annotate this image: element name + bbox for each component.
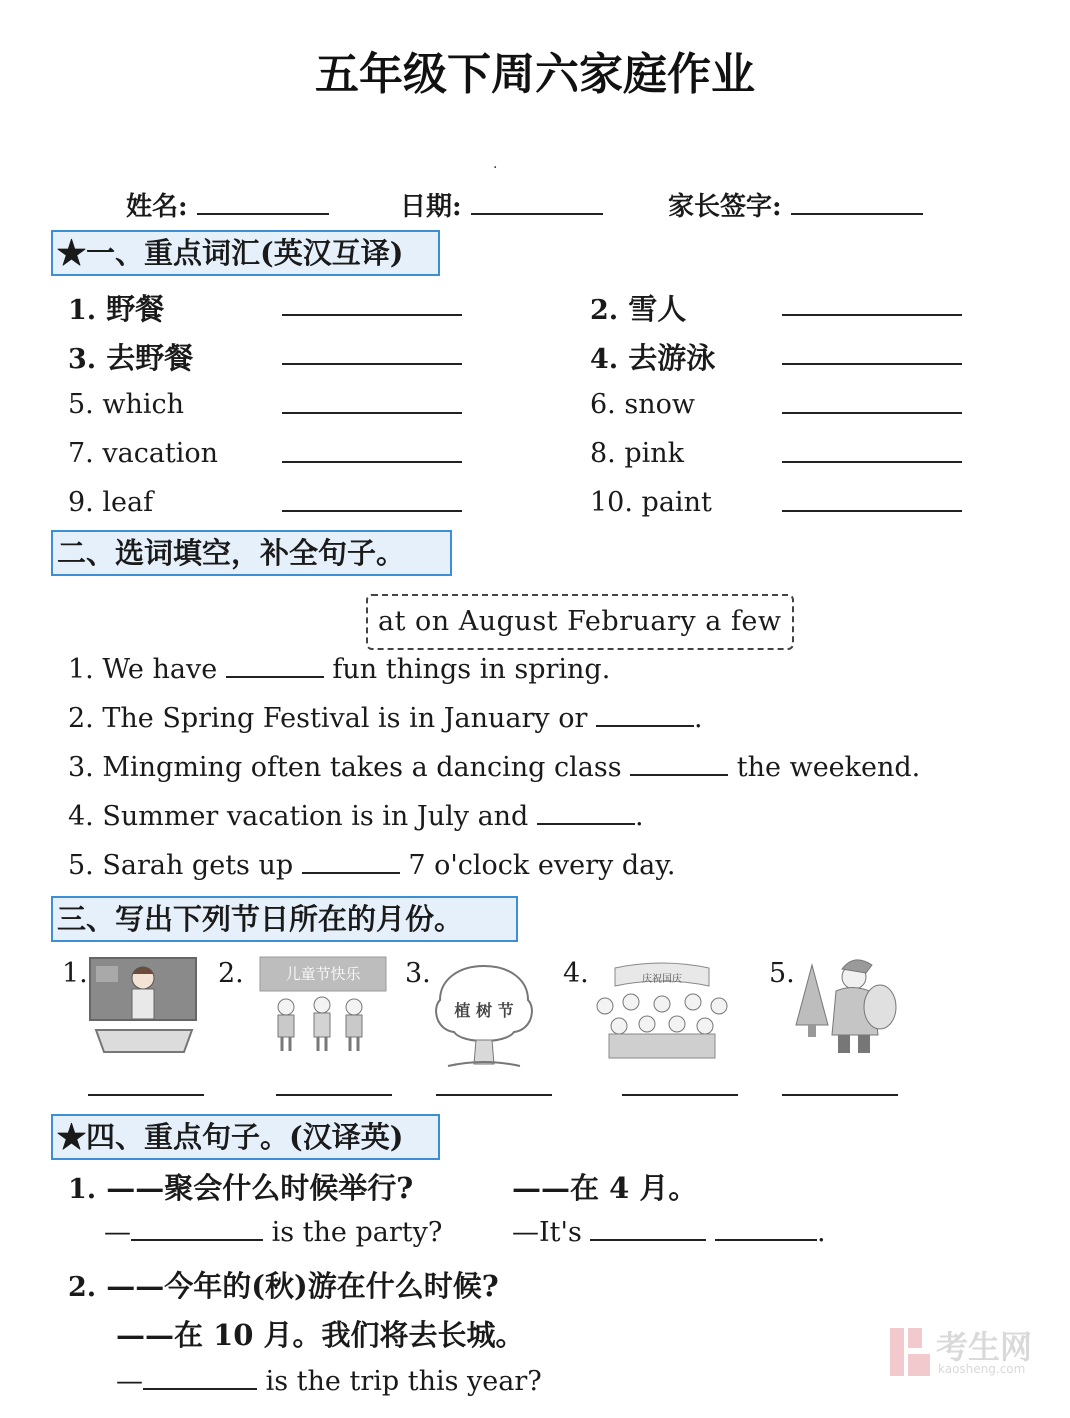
vocab-item-9: 9. leaf (68, 487, 154, 518)
translate-q2-cn: 2. ——今年的(秋)游在什么时候? (68, 1269, 499, 1303)
month-blank-4[interactable] (622, 1094, 738, 1096)
fill-sentence-4: 4. Summer vacation is in July and . (68, 801, 644, 832)
fill-sentence-5: 5. Sarah gets up 7 o'clock every day. (68, 850, 676, 881)
translate-q1-answer-blank-2[interactable] (715, 1219, 817, 1241)
vocab-item-8: 8. pink (590, 438, 685, 469)
vocab-item-1: 1. 野餐 (68, 292, 165, 326)
vocab-blank-9[interactable] (282, 510, 462, 512)
vocab-item-3: 3. 去野餐 (68, 341, 194, 375)
section1-heading: ★一、重点词汇(英汉互译) (51, 230, 440, 276)
vocab-item-10: 10. paint (590, 487, 712, 518)
fill-sentence-2: 2. The Spring Festival is in January or . (68, 703, 703, 734)
fill-blank-3[interactable] (630, 754, 728, 776)
picture-num-2: 2. (218, 958, 244, 989)
signature-blank[interactable] (791, 191, 923, 215)
picture-num-3: 3. (405, 958, 431, 989)
name-label: 姓名: (126, 192, 188, 222)
date-label: 日期: (400, 192, 462, 222)
month-blank-2[interactable] (276, 1094, 392, 1096)
childrens-day-caption: 儿童节快乐 (285, 965, 361, 983)
vocab-blank-8[interactable] (782, 461, 962, 463)
month-blank-5[interactable] (782, 1094, 898, 1096)
translate-q1-en: — is the party? (104, 1217, 443, 1248)
picture-num-4: 4. (563, 958, 589, 989)
vocab-item-6: 6. snow (590, 389, 695, 420)
fill-blank-5[interactable] (302, 852, 400, 874)
teachers-day-picture (88, 952, 200, 1057)
watermark-logo-icon (888, 1326, 932, 1378)
fill-sentence-1: 1. We have fun things in spring. (68, 654, 611, 685)
vocab-item-4: 4. 去游泳 (590, 341, 716, 375)
vocab-list (68, 287, 968, 523)
month-blank-3[interactable] (436, 1094, 552, 1096)
national-day-picture (585, 962, 739, 1062)
vocab-blank-6[interactable] (782, 412, 962, 414)
watermark-text: 考生网 (936, 1328, 1033, 1366)
vocab-blank-3[interactable] (282, 363, 462, 365)
signature-field (668, 186, 923, 223)
christmas-picture (792, 955, 900, 1059)
section2-heading: 二、选词填空，补全句子。 (51, 530, 452, 576)
childrens-day-picture (256, 955, 392, 1055)
page-title: 五年级下周六家庭作业 (315, 49, 755, 100)
vocab-item-5: 5. which (68, 389, 185, 420)
vocab-item-7: 7. vacation (68, 438, 219, 469)
national-day-caption: 庆祝国庆 (642, 974, 682, 985)
fill-blank-2[interactable] (596, 705, 694, 727)
date-blank[interactable] (471, 191, 603, 215)
vocab-blank-4[interactable] (782, 363, 962, 365)
section3-heading: 三、写出下列节日所在的月份。 (51, 896, 518, 942)
tree-planting-caption: 植 树 节 (454, 1001, 514, 1020)
signature-label: 家长签字: (668, 192, 782, 222)
translate-q1-answer-blank-1[interactable] (590, 1219, 706, 1241)
picture-num-1: 1. (62, 958, 88, 989)
translate-q1-blank[interactable] (131, 1219, 263, 1241)
vocab-blank-1[interactable] (282, 314, 462, 316)
fill-blank-1[interactable] (226, 656, 324, 678)
name-blank[interactable] (197, 191, 329, 215)
vocab-blank-10[interactable] (782, 510, 962, 512)
vocab-blank-5[interactable] (282, 412, 462, 414)
watermark-url: kaosheng.com (938, 1362, 1026, 1376)
translate-q1-cn-answer: ——在 4 月。 (512, 1171, 698, 1205)
decorative-dot: · (493, 160, 498, 176)
translate-q1-en-answer: —It's . (512, 1217, 826, 1248)
month-blank-1[interactable] (88, 1094, 204, 1096)
fill-sentence-3: 3. Mingming often takes a dancing class the weekend. (68, 752, 921, 783)
name-field (126, 186, 329, 223)
date-field (400, 186, 603, 223)
section4-heading: ★四、重点句子。(汉译英) (51, 1114, 440, 1160)
vocab-blank-7[interactable] (282, 461, 462, 463)
tree-planting-day-picture (428, 960, 540, 1072)
translate-q1-cn: 1. ——聚会什么时候举行? (68, 1171, 414, 1205)
vocab-blank-2[interactable] (782, 314, 962, 316)
vocab-item-2: 2. 雪人 (590, 292, 687, 326)
translate-q2-cn-answer: ——在 10 月。我们将去长城。 (116, 1318, 525, 1352)
word-bank: at on August February a few (366, 594, 794, 650)
picture-num-5: 5. (769, 958, 795, 989)
fill-blank-4[interactable] (537, 803, 635, 825)
translate-q2-blank[interactable] (143, 1368, 257, 1390)
translate-q2-en: — is the trip this year? (116, 1366, 542, 1397)
